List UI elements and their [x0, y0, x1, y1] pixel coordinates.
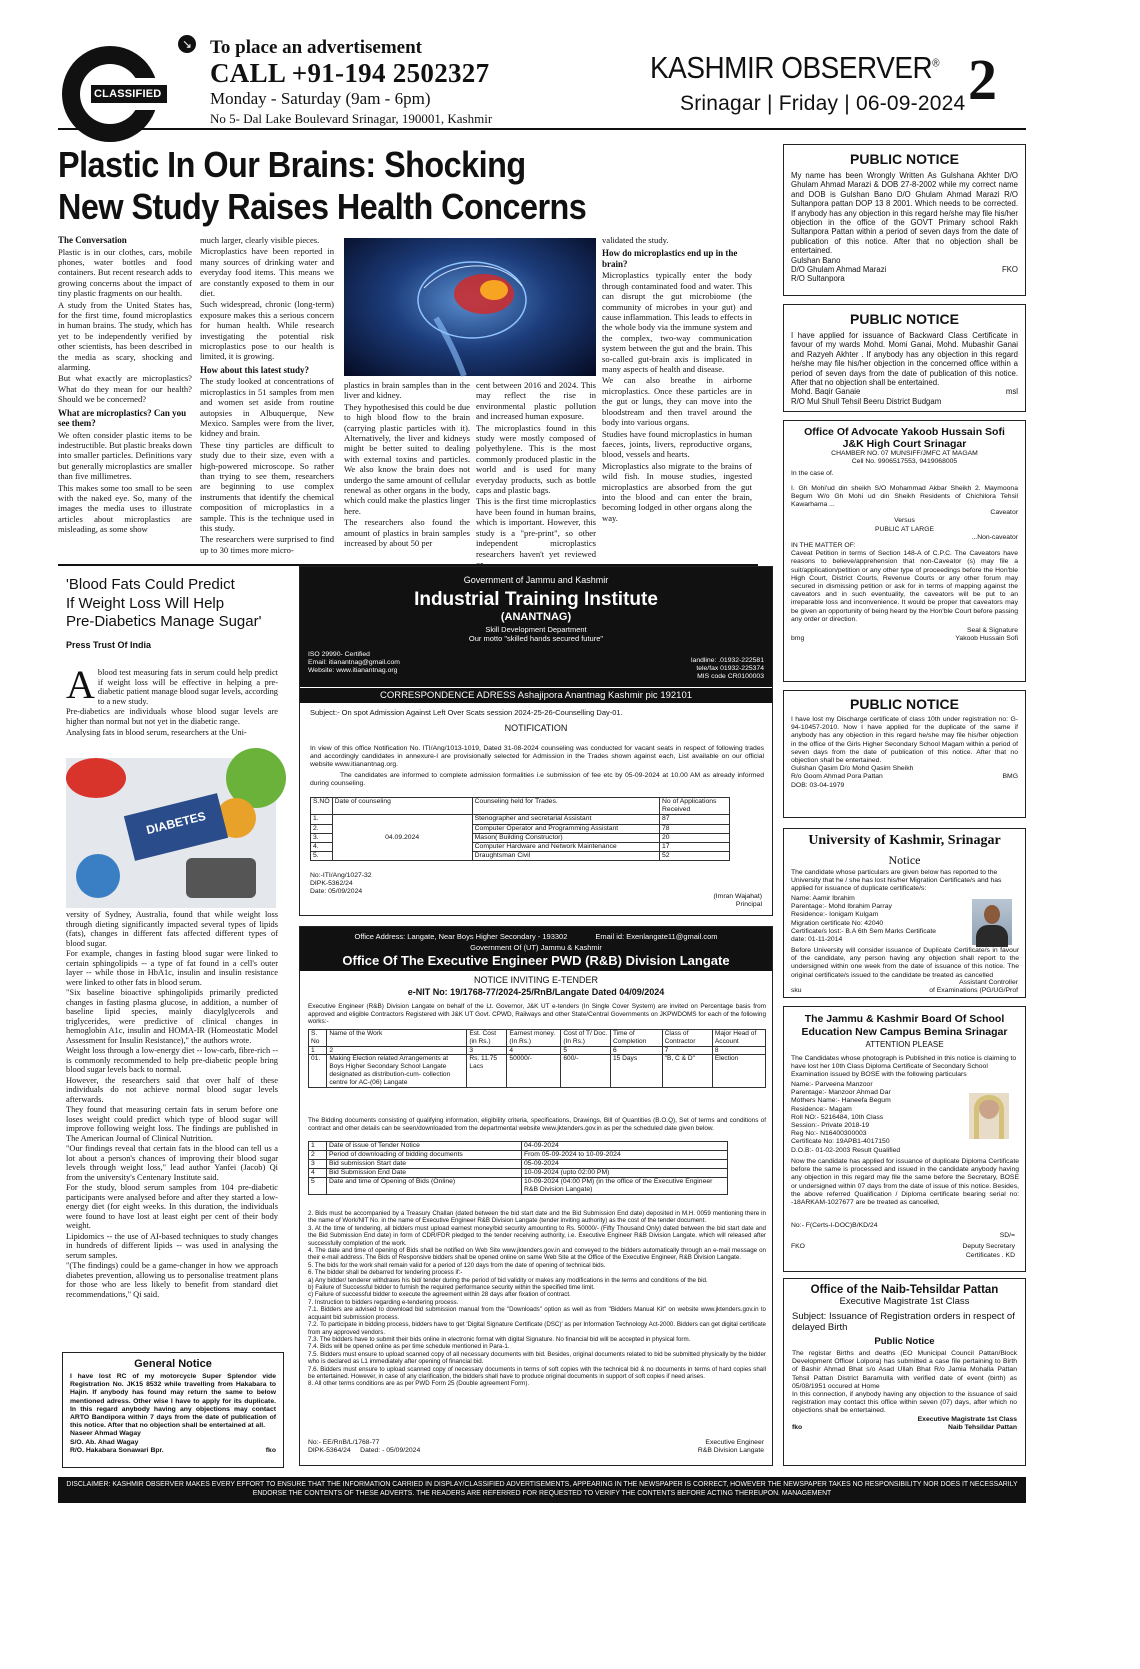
diabetes-intro: A blood test measuring fats in serum could help predict if weight loss will be effective in helping a pre-diabetic patient manage blood sugar levels, according to a new study. Pre-diabetics are individuals whose blood sugar levels are higher than normal but not yet in the diabetic range. Analysing fats in blood serum, researchers at the Uni- — [66, 662, 278, 737]
lead-col-4: cent between 2016 and 2024. This may reflect the rise in environmental plastic pollution and increased human exposure. The microplastics found in this study were mostly composed of polyethylene. This is the most commonly produced plastic in the world and is used for many everyday products, such as bottle caps and plastic bags. This is the first time microplastics have been found in human brains, which is important. However, this study is a "pre-print", so other independent microplastics researchers haven't yet reviewed — [476, 380, 596, 559]
bose-notice: The Jammu & Kashmir Board Of School Education New Campus Bemina Srinagar ATTENTION PLEASE The Candidates whose photograph is Published in this notice is claiming to have lost her 10th Class Diploma Certificate of Secondary School Examination issued by BOSE with the following particulars Name:- Parveena Manzoor Parentage:- Manzoor Ahmad Dar Mothers Name:- Haneefa Begum Residence:- Magam Roll NO:- 5216484, 10th Class Session:- Private 2018-19 Reg No:- N16400300003 Certificate No: 19APB1-4017150 D.O.B:- 01-02-2003 Result Qualified Now the candidate has applied for issuance of duplicate Diploma Certificate before the same is processed and issued in the candidate anybody having any objection in this regard may file the same before the Secretary, BOSE or undersigned within 07 days from the date of issue of this notice. Besides, the above referred Qualification / Diploma certificate bearing serial no: -18ARKAM-1027677 are be treated as cancelled, No:- F(Certs-I-DOC)B/KD/24 SD/= FKO Deputy Secretary Certificates . KD — [783, 1006, 1026, 1272]
lead-col-2: much larger, clearly visible pieces. Microplastics have been reported in many sources of drinking water and everyday food items. This means we are constantly exposed to them in our diet. Such widespread, chronic (long-term) exposure makes this a serious concern for human health. While research investigating the potential risk microplastics pose to our health is limited, it is growing. How about this latest study? The study looked at concentrations of microplastics in 51 samples from men and women set aside from routine autopsies in Albuquerque, New Mexico. Samples were from the liver, kidney and brain. These tiny particles are difficult to study due to their size, even with a high-powered microscope. So rather than trying to see them, researchers are beginning to use complex instruments that identify the chemical composition of microplastics in a sample. This is the technique used in this study. The researchers were surprised to find up to 30 times more micro- — [200, 235, 334, 555]
lead-headline: Plastic In Our Brains: Shocking New Study Raises Health Concerns — [58, 144, 587, 227]
table-row: 01. Making Election related Arrangements at Boys Higher Secondary School Langate designated as distribution-cum- collection centre for AC-(06) Langate Rs. 11.75 Lacs 50000/- 600/- 15 Days "B, C & D" Election — [309, 1055, 766, 1087]
table-row: 2. Computer Operator and Programming Assistant 78 — [311, 824, 730, 833]
diabetes-headline: 'Blood Fats Could Predict If Weight Loss Will Help Pre-Diabetics Manage Sugar' — [66, 576, 262, 630]
candidate-photo — [969, 1093, 1009, 1139]
general-notice: General Notice I have lost RC of my motorcycle Super Splendor vide Registration No. JK15 8532 while travelling from Hakabara to Hajin. If anybody has found may return the same to below mentioned adress. Other wise I have to apply for its duplicate. In this regard anybody having any objections may contact ARTO Bandipora within 7 days from the date of publication of this notice. After that no objection shall be entertained at all. Naseer Ahmad Wagay S/O. Ab. Ahad Wagay R/O. Hakabara Sonawari Bpr. fko — [62, 1352, 284, 1468]
uok-title: University of Kashmir, Srinagar — [808, 833, 1001, 848]
table-row: 5. Draughtsman Civil 52 — [311, 852, 730, 861]
table-row: 3 Bid submission Start date 05-09-2024 — [309, 1160, 728, 1169]
brain-image — [344, 238, 596, 376]
masthead-rule — [58, 128, 1026, 130]
table-row: 4 Bid Submission End Date 10-09-2024 (upto 02:00 PM) — [309, 1169, 728, 1178]
lead-col-3: plastics in brain samples than in the liver and kidney. They hypothesised this could be due to high blood flow to the brain (carrying plastic particles with it). Alternatively, the liver and kidneys might be better suited to dealing with external toxins and particles. We also know the brain does not undergo the same amount of cellular renewal as other organs in the body, which could make the plastics linger here. The researchers also found the amount of plastics in brain samples increased by about 50 per — [344, 380, 470, 549]
edition-line: Srinagar | Friday | 06-09-2024 — [680, 92, 966, 115]
iti-advert: Government of Jammu and Kashmir Industrial Training Institute (ANANTNAG) Skill Development Department Our motto "skilled hands secured future" ISO 29990- Certified Email: itianantnag@gmail.com Website: www.itianantnag.org landline: .01932-222581 tele/fax 01932-225374 MIS code CR0100003 CORRESPONDENCE ADRESS Ashajipora Anantnag Kashmir pic 192101 Subject:- On spot Admission Against Left Over Scats session 2024-25-26-Counselling Day-01. NOTIFICATION In view of this office Notification No. ITI/Ang/1013-1019, Dated 31-08-2024 counseling was conducted for vacant seats in respect of following trades and accordingly candidates in annexure-I are provisionally selected for Admission in the Trades shown against each, List available on our official website www.itianantnag.org. The candidates are informed to complete admission formalities i.e submission of fee etc by 05-09-2024 at 10.00 AM as already informed during counseling. S.NO Date of counseling Counseling held for Trades. No of Applications Received 1. 04.09.2024 Stenographer and secretarial Assistant 87 2. Computer Operator and Programming Assistant 78 3. Mason( Building Constructor) 20 4. Computer Hardware and Network Maintenance 17 5. Draughtsman Civil 52 No:-ITI/Ang/1027-32 DIPK-5362/24 Date: 05/09/2024 (Imran Wajahat) Principal — [299, 566, 773, 916]
page-number: 2 — [968, 47, 997, 112]
paper-name: KASHMIR OBSERVER® — [650, 50, 940, 85]
lead-byline: The Conversation — [58, 235, 127, 245]
table-row: 1 2 3 4 5 6 7 8 — [309, 1046, 766, 1055]
table-row: S. No Name of the Work Est. Cost (in Rs.) Earnest money. (In Rs.) Cost of T/ Doc. (In Rs.) Time of Completion Class of Contractor Major Head of Account — [309, 1030, 766, 1047]
table-row: S.NO Date of counseling Counseling held for Trades. No of Applications Received — [311, 798, 730, 815]
iti-header: Government of Jammu and Kashmir Industrial Training Institute (ANANTNAG) Skill Development Department Our motto "skilled hands secured future" ISO 29990- Certified Email: itianantnag@gmail.com Website: www.itianantnag.org landline: .01932-222581 tele/fax 01932-225374 MIS code CR0100003 — [300, 567, 772, 687]
candidate-photo — [972, 899, 1012, 945]
public-notice-2: PUBLIC NOTICE I have applied for issuance of Backward Class Certificate in favour of my wards Mohd. Momi Ganai, Mohd. Mubashir Ganai and Razyeh Akhter . If anybody has any objection in this regard he/she may file his/her objection in the concerned office within a period of seven days from the date of publication of this notice. After that no objection shall be entertained. Mohd. Baqir Ganaie msl R/O Mul Shull Tehsil Beeru District Budgam — [783, 304, 1026, 412]
iti-correspondence: CORRESPONDENCE ADRESS Ashajipora Anantnag Kashmir pic 192101 — [300, 687, 772, 703]
diabetes-byline: Press Trust Of India — [66, 640, 152, 650]
advert-address: No 5- Dal Lake Boulevard Srinagar, 190001, Kashmir — [210, 111, 493, 126]
diabetes-body: versity of Sydney, Australia, found that while weight loss through dieting significantly impacted several types of lipids (fats), changes in different fats affected different types of blood sugar. For example, changes in fasting blood sugar were linked to certain sphingolipids -- a type of fat found in a cell's outer layer -- while those in HbA1c, insulin and insulin resistance were linked to other fats in blood serum. "Six baseline bioactive sphingolipids primarily predicted changes in fasting plasma glucose, in addition, a number of baseline lipid species, mainly diacylglycerols and triglycerides, were predictive of clinical changes in hemoglobin A1c, insulin and HOMA-IR (Homeostatic Model Assessment for Insulin Resistance)," the authors wrote. Weight loss through a low-energy diet -- low-carb, fibre-rich -- is commonly recommended to help pre-diabetic people bring blood sugar levels back to normal. However, the researchers said that over half of these individuals do not achieve normal blood sugar levels afterwards. They found that measuring certain fats in serum before one loses weight could predict which type of blood sugar will improve following weight loss. The findings are published in The American Journal of Clinical Nutrition. "Our findings reveal that certain fats in the blood can tell us a lot about a person's chances of improving their blood sugar levels through weight loss," lead author Yanfei (Jacob) Qi from the university's Centenary Institute said. For the study, blood serum samples from 104 pre-diabetic participants were analysed before and after they started a low-energy diet (for eight weeks. In this duration, the individuals were found to have lost at least eight per cent of their body weight. Lipidomics -- the use of AI-based techniques to study changes in hundreds of different lipids -- was used in analysing the serum samples. "(The findings) could be a game-changer in how we approach diabetes prevention, allowing us to personalise treatment plans for those who are less likely to benefit from standard diet recommendations," Qi said. — [66, 910, 278, 1299]
pwd-dates-table — [308, 1141, 728, 1195]
disclaimer-bar: DISCLAIMER: KASHMIR OBSERVER MAKES EVERY EFFORT TO ENSURE THAT THE INFORMATION CARRIED IN DISPLAY/CLASSIFIED ADVERTISEMENTS, APPEARING IN THE NEWSPAPER IS CORRECT, HOWEVER THE NEWSPAPER TAKES NO RESPONSIBILITY NOR DOES IT NECESSARILY ENDORSE THE CONTENTS OF THESE ADVERTS. THE READERS ARE REFERRED FOR REQUESTED TO VERIFY THE CONTENTS BEFORE ACTING THEREUPON. MANAGEMENT — [58, 1477, 1026, 1503]
bose-particulars: Name:- Parveena Manzoor Parentage:- Manzoor Ahmad Dar Mothers Name:- Haneefa Begum Residence:- Magam Roll NO:- 5216484, 10th Class Session:- Private 2018-19 Reg No:- N16400300003 Certificate No: 19APB1-4017150 D.O.B:- 01-02-2003 Result Qualified — [791, 1081, 901, 1154]
table-row: 5 Date and time of Opening of Bids (Online) 10-09-2024 (04:00 PM) (in the office of the Executive Engineer R&B Division Langate) — [309, 1178, 728, 1195]
university-kashmir-notice: University of Kashmir, Srinagar Notice The candidate whose particulars are given below has reported to the University that he / she has lost his/her Migration Certificate/s and has applied for issuance of duplicate certificate/s: Name: Aamir Ibrahim Parentage:- Mohd Ibrahim Parray Residence:- Ionigam Kulgam Migration certificate No: 42040 Certificate/s lost:- B.A 6th Sem Marks Certificate date: 01-11-2014 Before University will consider issuance of Duplicate Certificate/s in favour of the candidate, any person having any objection shall report to the undersigned within one week from the date of issuance of this notice. The original certificate/s issued to the candidate be treated as cancelled Assistant Controller sku of Examinations (PG/UG/Prof — [783, 828, 1026, 998]
pwd-work-table — [308, 1029, 766, 1088]
drop-cap: A — [66, 662, 95, 707]
naib-tehsildar-notice: Office of the Naib-Tehsildar Pattan Executive Magistrate 1st Class Subject: Issuance of Registration orders in respect of delayed Birth Public Notice The registar Births and deaths (EO Municipal Council Pattan/Block Development Officer Lolpora) has submitted a case file pertaining to Birth of Bashir Ahmad Bhat s/o Asad Ullah Bhat R/o Jamia Mohalla Pattan Tehsil Pattan District Baramulla with verified date of event (birth) as 05/08/1951 occured at Home In this connection, if anybody having any objection to the issuance of said registration may contact this office within seven (07) days, after which no objections shall be entertained. Executive Magistrate 1st Class fko Naib Tehsildar Pattan — [783, 1278, 1026, 1466]
pwd-header: Office Address: Langate, Near Boys Higher Secondary - 193302 Email id: Exenlangate11@gmail.com Government Of (UT) Jammu & Kashmir Office Of The Executive Engineer PWD (R&B) Division Langate — [300, 927, 772, 971]
table-row: 3. Mason( Building Constructor) 20 — [311, 833, 730, 842]
advert-hours: Monday - Saturday (9am - 6pm) — [210, 89, 431, 108]
lead-col-1: The Conversation Plastic is in our clothes, cars, mobile phones, water bottles and food containers. But recent research adds to growing concerns about the impact of tiny plastic fragments on our health. A study from the United States has, for the first time, found microplastics in human brains. The study, which has yet to be independently verified by other scientists, has been described in the media as scary, shocking and alarming. But what exactly are microplastics? What do they mean for our health? Should we be concerned? What are microplastics? Can you see them? We often consider plastic items to be indestructible. But plastic breaks down into smaller particles. Definitions vary but generally microplastics are smaller than five millimetres. This makes some too small to be seen with the naked eye. So, many of the images the media uses to illustrate articles about microplastics are misleading, as some show — [58, 235, 192, 535]
table-row: 2 Period of downloading of bidding documents From 05-09-2024 to 10-09-2024 — [309, 1151, 728, 1160]
uok-sub: Notice — [888, 853, 921, 867]
public-notice-3: PUBLIC NOTICE I have lost my Discharge certificate of class 10th under registration no: G-94-10457-2010. Now I have applied for the duplicate of the same if anybody has any objection in this regard he/she may file his/her objection in the office of the Girls Higher Secondary School Magam within a period of seven days from the date of publication of this notice. After that no objection shall be entertained. Gulshan Qasim D/o Mohd Qasim Sheikh R/o Goom Ahmad Pora Pattan BMG DOB: 03-04-1979 — [783, 690, 1026, 818]
public-notice-1: PUBLIC NOTICE My name has been Wrongly Written As Gulshana Akhter D/O Ghulam Ahmad Marazi & DOB 27-8-2002 while my correct name and DOB is Gulshan Bano D/O Ghulam Ahmad Marazi R/O Sultanpora pattan DOP 13 8 2001. Which needs to be corrected. If anybody has any objection in this regard he/she may file his/her objection in the office of the GOVT Primary school Rakh Sultanpora Pattan within a period of seven days from the date of publication of this notice. After that no objection shall be entertained. Gulshan Bano D/O Ghulam Ahmad Marazi FKO R/O Sultanpora — [783, 144, 1026, 296]
uok-particulars: Name: Aamir Ibrahim Parentage:- Mohd Ibrahim Parray Residence:- Ionigam Kulgam Migration certificate No: 42040 Certificate/s lost:- B.A 6th Sem Marks Certificate date: 01-11-2014 — [791, 895, 937, 944]
pwd-clauses: 2. Bids must be accompanied by a Treasury Challan (dated between the bid start date and the Bid Submission End date) deposited in M.H. 0059 mentioning there in the name of Work/NIT No. in the name of Executive Engineer R&B Division Langate (tender inviting authority) as the cost of the tender document. 3. At the time of tendering, all bidders must upload earnest money/bid security amounting to Rs. 50000/- (Fifty Thousand Only) dated between the bid start date and the Bid Submission End date) in form of CDR/FDR pledged to the tender receiving authority, i.e. Executive Engineer R&B Division Langate. which will released after successfully completion of the work. 4. The date and time of opening of Bids shall be notified on Web Site www.jktenders.gov.in and conveyed to the bidders automatically through an e-mail message on their e-mail address. The Bids of Responsive bidders shall be opened online on same Web Site at the Office of the Executive Engineer, R&B Division Langate. 5. The bids for the work shall remain valid for a period of 120 days from the date of opening of technical bids. 6. The bidder shall be debarred for tendering process if:- a) Any bidder/ tenderer withdraws his bid/ tender during the period of bid validity or makes any modifications in the terms and conditions of the bid. b) Failure of Successful bidder to furnish the required performance security within the specified time limit. c) Failure of successful bidder to execute the agreement within 28 days after fixation of contract. 7. Instruction to bidders regarding e-tendering process. 7.1. Bidders are advised to download bid submission manual from the "Downloads" option as well as from "Bidders Manual Kit" on website www.jktenders.gov.in to acquaint bid submission process. 7.2. To participate in bidding process, bidders have to get 'Digital Signature Certificate (DSC)' as per Information Technology Act-2000. Bidders can get digital certificate from any approved vendors. 7.3. The bidders have to submit their bids online in electronic format with digital Signature. No financial bid will be accepted in physical form. 7.4. Bids will be opened online as per time schedule mentioned in Para-1. 7.5. Bidders must ensure to upload scanned copy of all necessary documents with bid. Besides, original documents related to bid be submitted physically by the bidder who is declared as L1 immediately after opening of financial bid. 7.6. Bidders must ensure to upload scanned copy of necessary documents in terms of soft copies with the technical bid & no documents in terms of hard copies shall be entertained. However, in case of any clarification, the bidders shall have to produce original documents in support of soft copies if need arises. 8. All other terms conditions are as per PWD Form 25 (Double agreement Form). — [308, 1210, 766, 1388]
advert-phone: CALL +91-194 2502327 — [210, 58, 490, 88]
classified-logo-text: CLASSIFIED — [94, 88, 162, 100]
pwd-tender-advert: Office Address: Langate, Near Boys Higher Secondary - 193302 Email id: Exenlangate11@gmail.com Government Of (UT) Jammu & Kashmir Office Of The Executive Engineer PWD (R&B) Division Langate NOTICE INVITING E-TENDER e-NIT No: 19/1768-77/2024-25/RnB/Langate Dated 04/09/2024 Executive Engineer (R&B) Division Langate on behalf of the Lt. Governor, J&K UT e-tenders (In Single Cover System) are invited on Percentage basis from approved and eligible Contractors Registered with J&K UT Govt. CPWD, Railways and other State/Central Governments on JKPWDOMS for each of the following works:- S. No Name of the Work Est. Cost (in Rs.) Earnest money. (In Rs.) Cost of T/ Doc. (In Rs.) Time of Completion Class of Contractor Major Head of Account 1 2 3 4 5 6 7 8 01. Making Election related Arrangements at Boys Higher Secondary School Langate designated as distribution-cum- collection centre for AC-(06) Langate Rs. 11.75 Lacs 50000/- 600/- 15 Days "B, C & D" Election The Bidding documents consisting of qualifying information, eligibility criteria, specifications, Drawings, Bill of Quantities (B.O.Q), Set of terms and conditions of contract and other details can be seen/downloaded from the departmental website www.jktenders.gov.in as per the scheduled date given below. 1 Date of issue of Tender Notice 04-09-2024 2 Period of downloading of bidding documents From 05-09-2024 to 10-09-2024 3 Bid submission Start date 05-09-2024 4 Bid Submission End Date 10-09-2024 (upto 02:00 PM) 5 Date and time of Opening of Bids (Online) 10-09-2024 (04:00 PM) (in the office of the Executive Engineer R&B Division Langate) 2. Bids must be accompanied by a Treasury Challan (dated between the bid start date and the Bid Submission End date) deposited in M.H. 0059 mentioning there in the name of Work/NIT No. in the name of Executive Engineer R&B Division Langate (tender inviting authority) as the cost of the tender document. 3. At the time of tendering, all bidders must upload earnest money/bid security amounting to Rs. 50000/- (Fifty Thousand Only) dated between the bid start date and the Bid Submission End date) in form of CDR/FDR pledged to the tender receiving authority, i.e. Executive Engineer R&B Division Langate. which will released after successfully completion of the work. 4. The date and time of opening of Bids shall be notified on Web Site www.jktenders.gov.in and conveyed to the bidders automatically through an e-mail message on their e-mail address. The Bids of Responsive bidders shall be opened online on same Web Site at the Office of the Executive Engineer, R&B Division Langate. 5. The bids for the work shall remain valid for a period of 120 days from the date of opening of technical bids. 6. The bidder shall be debarred for tendering process if:- a) Any bidder/ tenderer withdraws his bid/ tender during the period of bid validity or makes any modifications in the terms and conditions of the bid. b) Failure of Successful bidder to furnish the required performance security within the specified time limit. c) Failure of successful bidder to execute the agreement within 28 days after fixation of contract. 7. Instruction to bidders regarding e-tendering process. 7.1. Bidders are advised to download bid submission manual from the "Downloads" option as well as from "Bidders Manual Kit" on website www.jktenders.gov.in to acquaint bid submission process. 7.2. To participate in bidding process, bidders have to get 'Digital Signature Certificate (DSC)' as per Information Technology Act-2000. Bidders can get digital certificate from any approved vendors. 7.3. The bidders have to submit their bids online in electronic format with digital Signature. No financial bid will be accepted in physical form. 7.4. Bids will be opened online as per time schedule mentioned in Para-1. 7.5. Bidders must ensure to upload scanned copy of all necessary documents with bid. Besides, original documents related to bid be submitted physically by the bidder who is declared as L1 immediately after opening of financial bid. 7.6. Bidders must ensure to upload scanned copy of necessary documents in terms of soft copies with the technical bid & no documents in terms of hard copies shall be entertained. However, in case of any clarification, the bidders shall have to produce original documents in support of soft copies if need arises. 8. All other terms conditions are as per PWD Form 25 (Double agreement Form). No:- EE/RnB/L/1768-77 DIPK-5364/24 Dated: - 05/09/2024 Executive Engineer R&B Division Langate — [299, 926, 773, 1466]
table-row: 1 Date of issue of Tender Notice 04-09-2024 — [309, 1142, 728, 1151]
table-row: 1. 04.09.2024 Stenographer and secretarial Assistant 87 — [311, 815, 730, 824]
lead-col-5: validated the study. How do microplastics end up in the brain? Microplastics typically enter the body through contaminated food and water. This can disrupt the gut microbiome (the community of microbes in your gut) and cause inflammation. This leads to effects in the whole body via the immune system and the complex, two-way communication system between the gut and the brain. This so-called gut-brain axis is implicated in many aspects of health and disease. We can also breathe in airborne microplastics. Once these particles are in the gut or lungs, they can move into the bloodstream and then travel around the body into various organs. Studies have found microplastics in human faeces, joints, livers, reproductive organs, blood, vessels and hearts. Microplastics also migrate to the brains of wild fish. In mouse studies, ingested microplastics are absorbed from the gut into the blood and can enter the brain, becoming lodged in other organs along the way. — [602, 235, 752, 523]
phone-arrow-icon: ↘ — [178, 35, 196, 53]
iti-trades-table — [310, 797, 730, 861]
advert-heading: To place an advertisement — [210, 37, 422, 58]
diabetes-image: DIABETES — [66, 758, 276, 908]
brain-icon — [344, 238, 596, 376]
table-row: 4. Computer Hardware and Network Maintenance 17 — [311, 843, 730, 852]
advocate-caveat-notice: Office Of Advocate Yakoob Hussain Sofi J&K High Court Srinagar CHAMBER NO. 07 MUNSIFF/JMFC AT MAGAM Cell No. 9906517553, 9419068005 In the case of. I. Gh Mohi'ud din sheikh S/O Mohammad Akbar Sheikh 2. Maymoona Begum W/o Gh Mohi ud din Sheikh Residents of Chichilora Tehsil Kawarhama ... Caveator Versus PUBLIC AT LARGE ...Non-caveator IN THE MATTER OF: Caveat Petition in terms of Section 148-A of C.P.C. The Caveators have reasons to believe/apprehension that non-Caveator (s) may file a suit/application/petition or any other type of proceedings before the Hon'ble High Court, District Courts, Revenue Courts or any other forum may secured in dismissing petition or ask for in terms of mapping against the caveators and in such eventuality, the caveators will be put to an irreparable loss and inconvenience. It would be proper that caveators may be given an opportunity of being heard by the Hon'ble Court before passing any order or direction. Seal & Signature bmg Yakoob Hussain Sofi — [783, 420, 1026, 682]
